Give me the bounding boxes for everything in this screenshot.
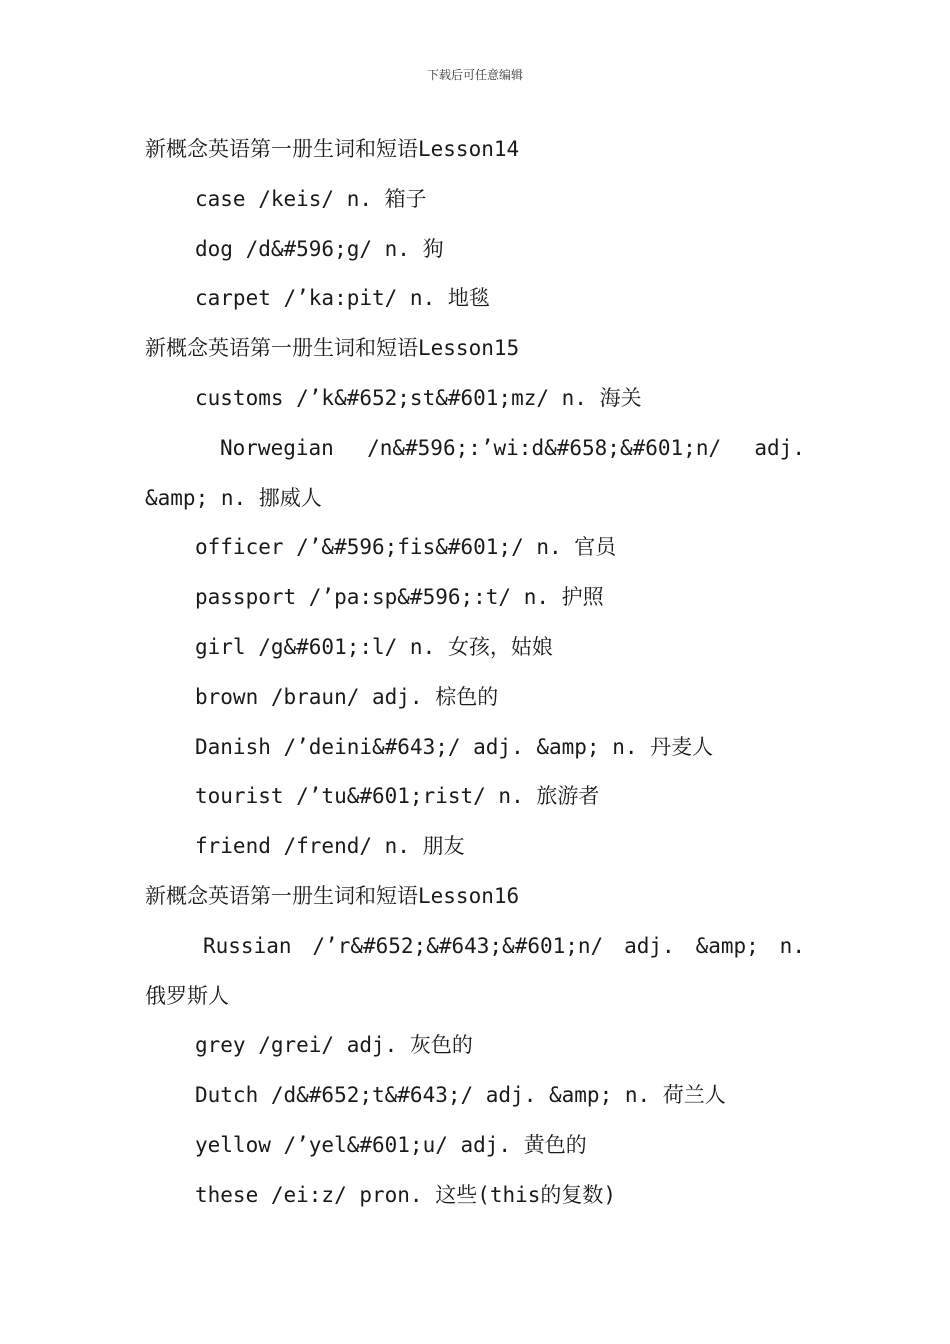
vocab-phonetic: /n&#596;:’wi:d&#658;&#601;n/ <box>367 435 722 460</box>
vocab-pos: &amp; <box>695 933 759 958</box>
vocab-entry: Danish /’deini&#643;/ adj. &amp; n. 丹麦人 <box>195 734 714 759</box>
vocab-entry-continuation: &amp; n. 挪威人 <box>145 485 322 510</box>
vocab-entry: customs /’k&#652;st&#601;mz/ n. 海关 <box>195 385 642 410</box>
vocab-phonetic: /’r&#652;&#643;&#601;n/ <box>312 933 604 958</box>
vocab-pos: adj. <box>624 933 675 958</box>
vocab-entry: carpet /’ka:pit/ n. 地毯 <box>195 286 490 311</box>
vocab-entry-wrapped <box>145 922 805 972</box>
vocab-entry: dog /d&#596;g/ n. 狗 <box>195 236 444 261</box>
vocab-entry: friend /frend/ n. 朋友 <box>195 834 465 859</box>
vocab-entry-wrapped <box>145 424 805 474</box>
vocab-entry: yellow /’yel&#601;u/ adj. 黄色的 <box>195 1132 587 1157</box>
vocab-entry: officer /’&#596;fis&#601;/ n. 官员 <box>195 535 617 560</box>
lesson-title: 新概念英语第一册生词和短语Lesson15 <box>145 336 520 361</box>
vocabulary-list <box>145 125 805 1221</box>
vocab-pos: n. <box>779 933 805 958</box>
lesson-title: 新概念英语第一册生词和短语Lesson16 <box>145 883 520 908</box>
vocab-entry: Dutch /d&#652;t&#643;/ adj. &amp; n. 荷兰人 <box>195 1083 726 1108</box>
page-header: 下载后可任意编辑 <box>426 68 523 82</box>
vocab-entry-continuation: 俄罗斯人 <box>145 983 229 1008</box>
vocab-word: Norwegian <box>220 435 334 460</box>
vocab-word: Russian <box>203 933 292 958</box>
vocab-entry: brown /braun/ adj. 棕色的 <box>195 684 499 709</box>
vocab-entry: case /keis/ n. 箱子 <box>195 186 427 211</box>
vocab-entry: passport /’pa:sp&#596;:t/ n. 护照 <box>195 585 604 610</box>
vocab-pos: adj. <box>754 435 805 460</box>
lesson-title: 新概念英语第一册生词和短语Lesson14 <box>145 137 520 161</box>
vocab-entry: grey /grei/ adj. 灰色的 <box>195 1033 473 1058</box>
vocab-entry: these /ei:z/ pron. 这些(this的复数) <box>195 1182 617 1207</box>
vocab-entry: girl /g&#601;:l/ n. 女孩，姑娘 <box>195 634 553 659</box>
vocab-entry: tourist /’tu&#601;rist/ n. 旅游者 <box>195 784 600 809</box>
